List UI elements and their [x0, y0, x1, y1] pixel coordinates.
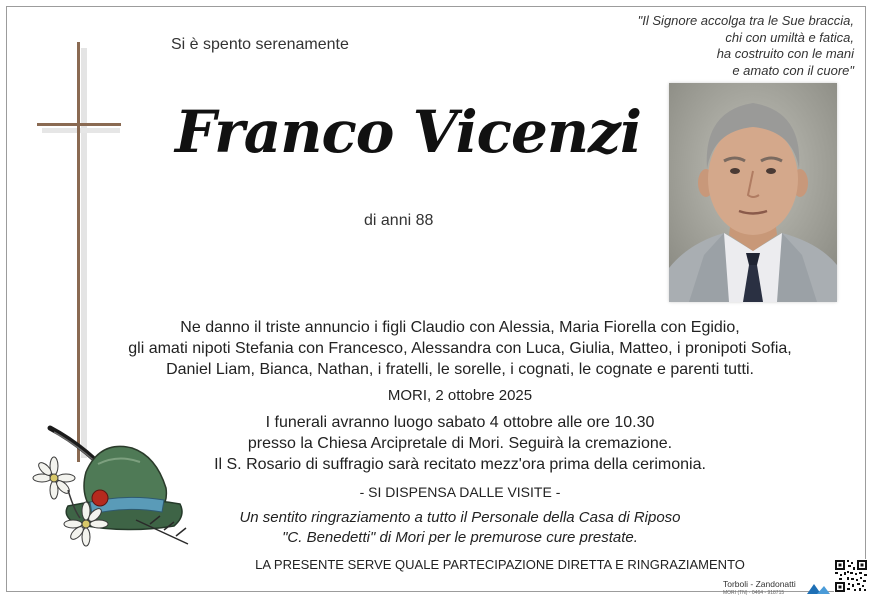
cross-arm [37, 123, 121, 126]
alpine-hat-edelweiss-emblem [28, 420, 198, 555]
agency-logo [723, 580, 796, 598]
announcement-line: Daniel Liam, Bianca, Nathan, i fratelli, le sorelle, i cognati, le cognate e parenti tutti. [166, 361, 754, 378]
deceased-name: Franco Vicenzi [175, 98, 642, 166]
announcement-text [60, 317, 860, 380]
cross-arm-shadow [42, 128, 120, 133]
agency-name: Torboli - Zandonatti [723, 579, 796, 589]
quote-line: e amato con il cuore" [732, 62, 854, 78]
funeral-line: I funerali avranno luogo sabato 4 ottobre alle ore 10.30 [265, 414, 655, 431]
agency-sub: MORI (TN) · 0464 - 918715 [723, 590, 785, 596]
quote-line: "Il Signore accolga tra le Sue braccia, [637, 13, 854, 28]
place-date: MORI, 2 ottobre 2025 [387, 387, 533, 404]
agency-logo-icon [805, 582, 831, 596]
portrait-photo [669, 83, 837, 302]
funeral-line: Il S. Rosario di suffragio sarà recitato mezz'ora prima della cerimonia. [214, 456, 706, 473]
quote-line: chi con umiltà e fatica, [725, 29, 854, 45]
intro-text: Si è spento serenamente [171, 36, 349, 53]
thanks-line: Un sentito ringraziamento a tutto il Personale della Casa di Riposo [239, 509, 681, 526]
quote-block [614, 13, 854, 79]
thanks-line: "C. Benedetti" di Mori per le premurose cure prestate. [282, 529, 638, 546]
announcement-line: Ne danno il triste annuncio i figli Claudio con Alessia, Maria Fiorella con Egidio, [180, 319, 740, 336]
qr-code-icon [834, 559, 868, 593]
funeral-line: presso la Chiesa Arcipretale di Mori. Seguirà la cremazione. [247, 435, 673, 452]
announcement-line: gli amati nipoti Stefania con Francesco, Alessandra con Luca, Giulia, Matteo, i pronipoti Sofia, [128, 340, 792, 357]
dispensa-notice: - SI DISPENSA DALLE VISITE - [359, 484, 561, 500]
footer-text: LA PRESENTE SERVE QUALE PARTECIPAZIONE DIRETTA E RINGRAZIAMENTO [255, 557, 745, 572]
quote-line: ha costruito con le mani [716, 46, 854, 61]
age-text: di anni 88 [364, 212, 434, 229]
